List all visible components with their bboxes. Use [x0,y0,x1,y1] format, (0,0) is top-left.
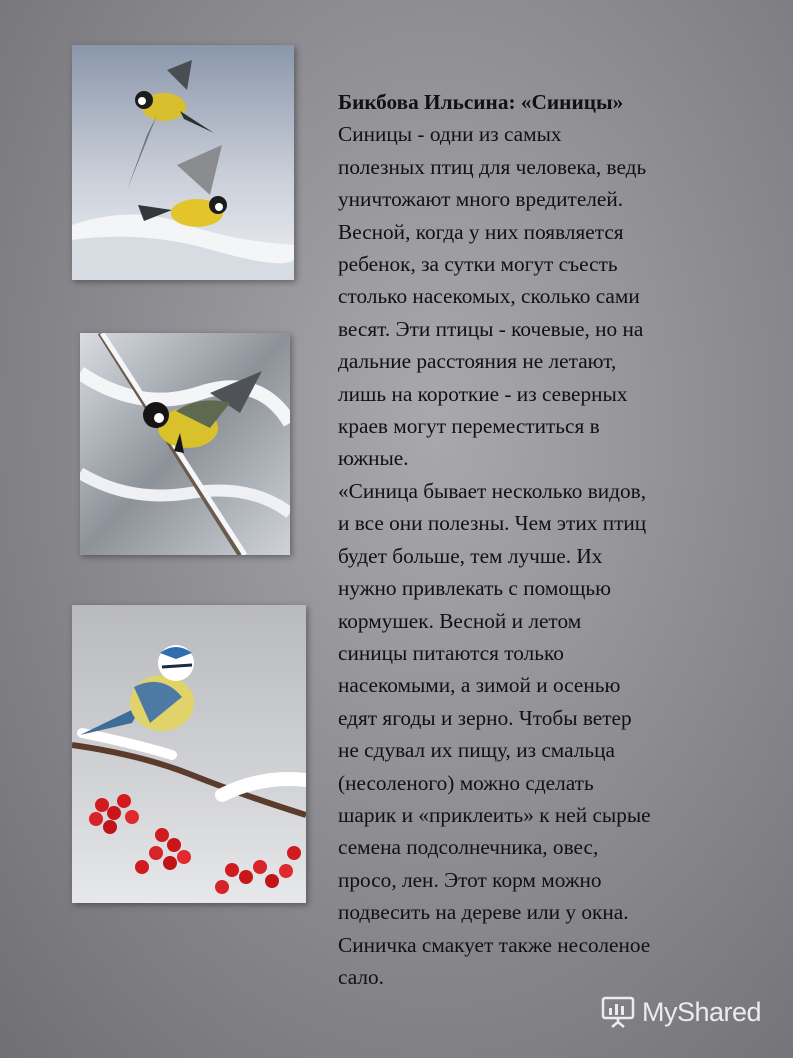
article-text [338,86,748,993]
myshared-logo-text: MyShared [642,996,762,1027]
titmice-flying-photo [72,45,294,280]
myshared-logo [600,994,761,1030]
article-paragraph-1: Синицы - одни из самых полезных птиц для человека, ведь уничтожают много вредителей. Весной, когда у них появляется ребенок, за сутки могут съесть столько насекомых, сколько сами весят. Эти птицы - кочевые, но на дальние расстояния не летают, лишь на короткие - из северных краев могут переместиться в южные. [338,122,647,471]
article-title: Бикбова Ильсина: «Синицы» [338,90,624,114]
blue-tit-rowan-photo [72,605,306,903]
titmouse-on-branch-photo [80,333,290,555]
presentation-board-icon [600,994,636,1030]
article-paragraph-2: «Синица бывает несколько видов, и все они полезны. Чем этих птиц будет больше, тем лучше. Их нужно привлекать с помощью кормушек. Весной и летом синицы питаются только насекомыми, а зимой и осенью едят ягоды и зерно. Чтобы ветер не сдувал их пищу, из смальца (несоленого) можно сделать шарик и «приклеить» к ней сырые семена подсолнечника, овес, просо, лен. Этот корм можно подвесить на дереве или у окна. Синичка смакует также несоленое сало. [338,478,651,989]
